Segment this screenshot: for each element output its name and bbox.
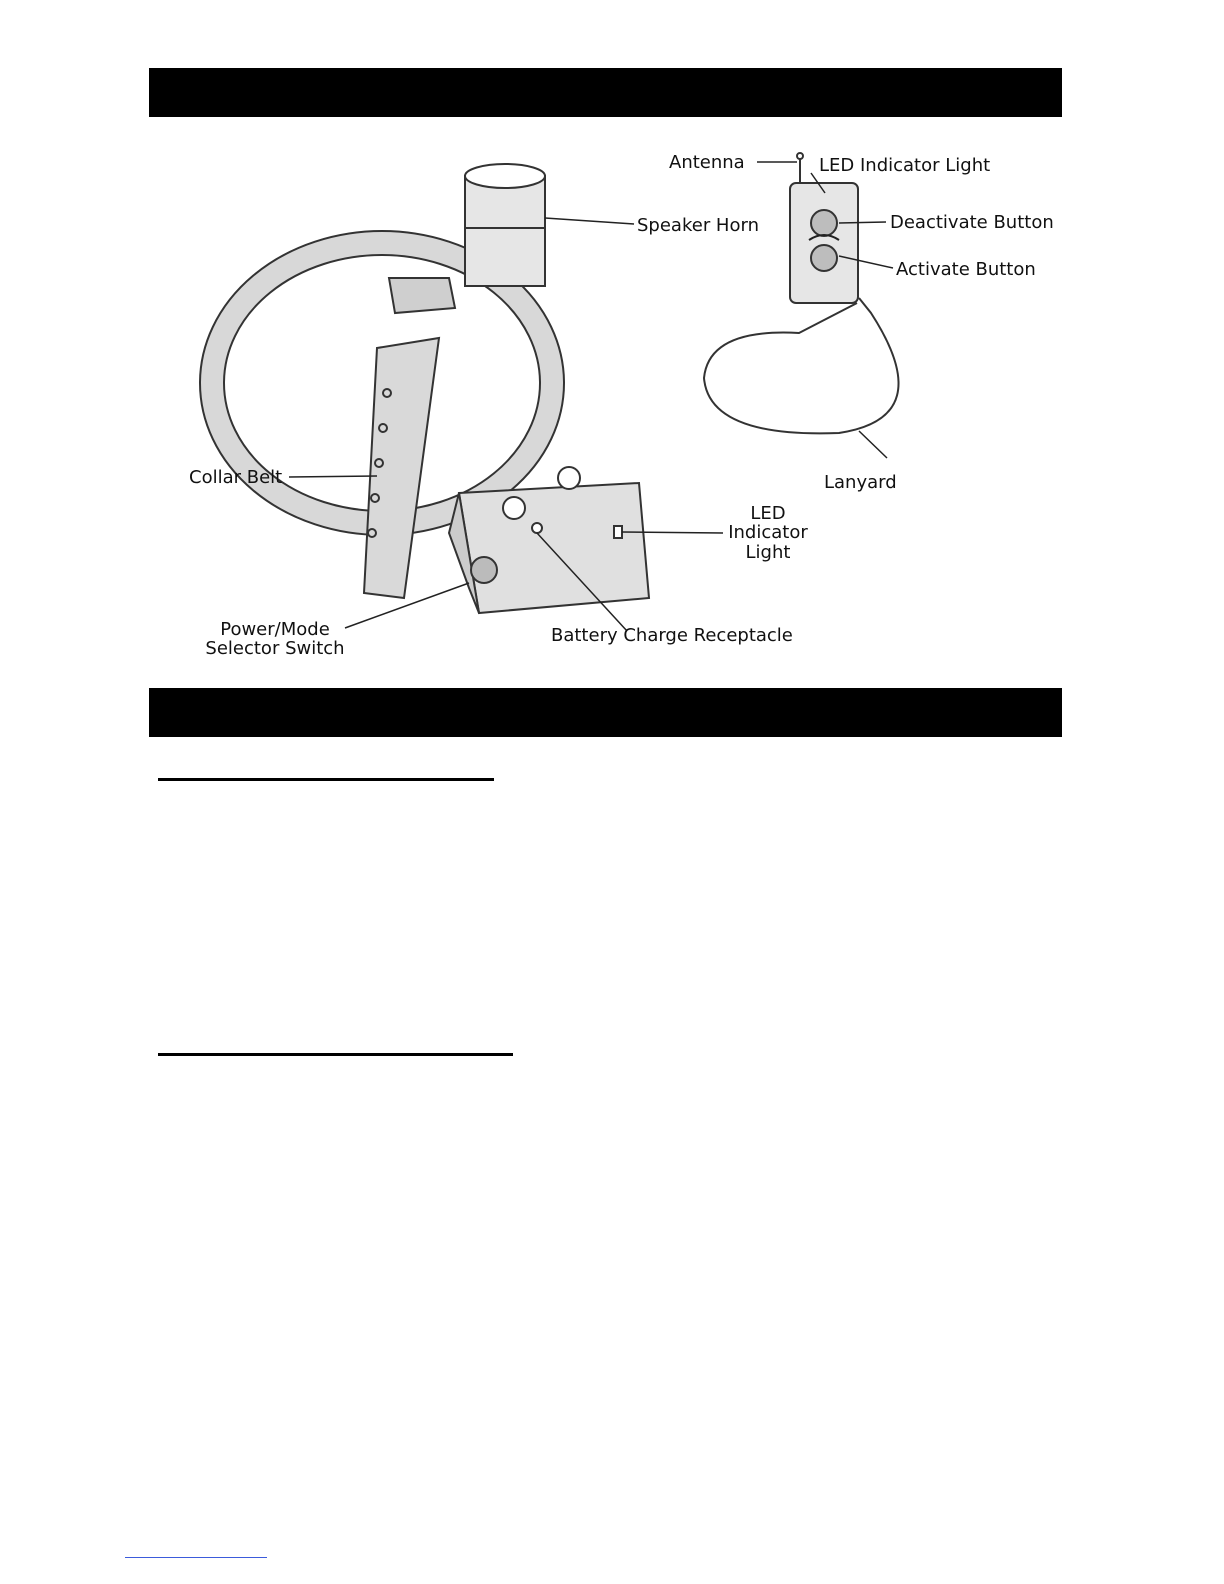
label-lanyard: Lanyard <box>824 472 897 493</box>
section-header-bar <box>149 688 1062 737</box>
label-led-collar-line2: Indicator <box>728 522 808 543</box>
section-header-bar <box>149 68 1062 117</box>
label-speaker-horn: Speaker Horn <box>637 215 759 236</box>
footnote-separator <box>125 1557 267 1558</box>
product-diagram <box>149 138 1062 668</box>
label-battery-charge-receptacle: Battery Charge Receptacle <box>551 625 793 646</box>
label-deactivate-button: Deactivate Button <box>890 212 1054 233</box>
label-activate-button: Activate Button <box>896 259 1036 280</box>
label-power-line1: Power/Mode <box>220 619 330 640</box>
label-led-indicator-top: LED Indicator Light <box>819 155 991 176</box>
label-power-line2: Selector Switch <box>205 638 345 659</box>
heading-underline <box>158 778 494 781</box>
heading-underline <box>158 1053 513 1056</box>
label-collar-belt: Collar Belt <box>189 467 283 488</box>
label-antenna: Antenna <box>669 152 745 173</box>
label-led-collar-line1: LED <box>750 503 786 524</box>
label-led-collar-line3: Light <box>745 542 791 563</box>
lanyard-cord <box>704 298 899 433</box>
speaker-horn <box>465 164 545 286</box>
collar-belt <box>364 278 455 598</box>
